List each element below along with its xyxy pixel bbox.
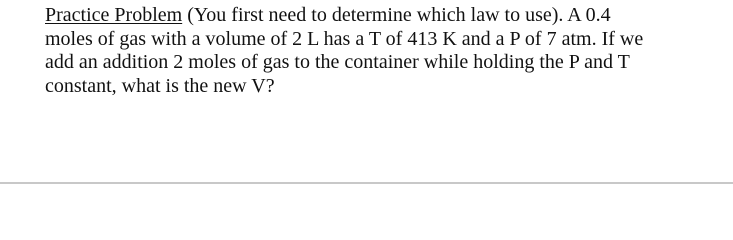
bottom-divider	[0, 182, 733, 184]
practice-problem-text	[45, 4, 725, 98]
problem-line-3: add an addition 2 moles of gas to the container while holding the P and T	[45, 51, 630, 73]
problem-line-1	[45, 4, 725, 28]
problem-line-4: constant, what is the new V?	[45, 74, 275, 97]
practice-problem-heading: Practice Problem	[45, 4, 183, 26]
problem-line-2: moles of gas with a volume of 2 L has a T of 413 K and a P of 7 atm. If we	[45, 27, 644, 50]
problem-line-1-text: (You first need to determine which law to use). A 0.4	[182, 4, 611, 26]
